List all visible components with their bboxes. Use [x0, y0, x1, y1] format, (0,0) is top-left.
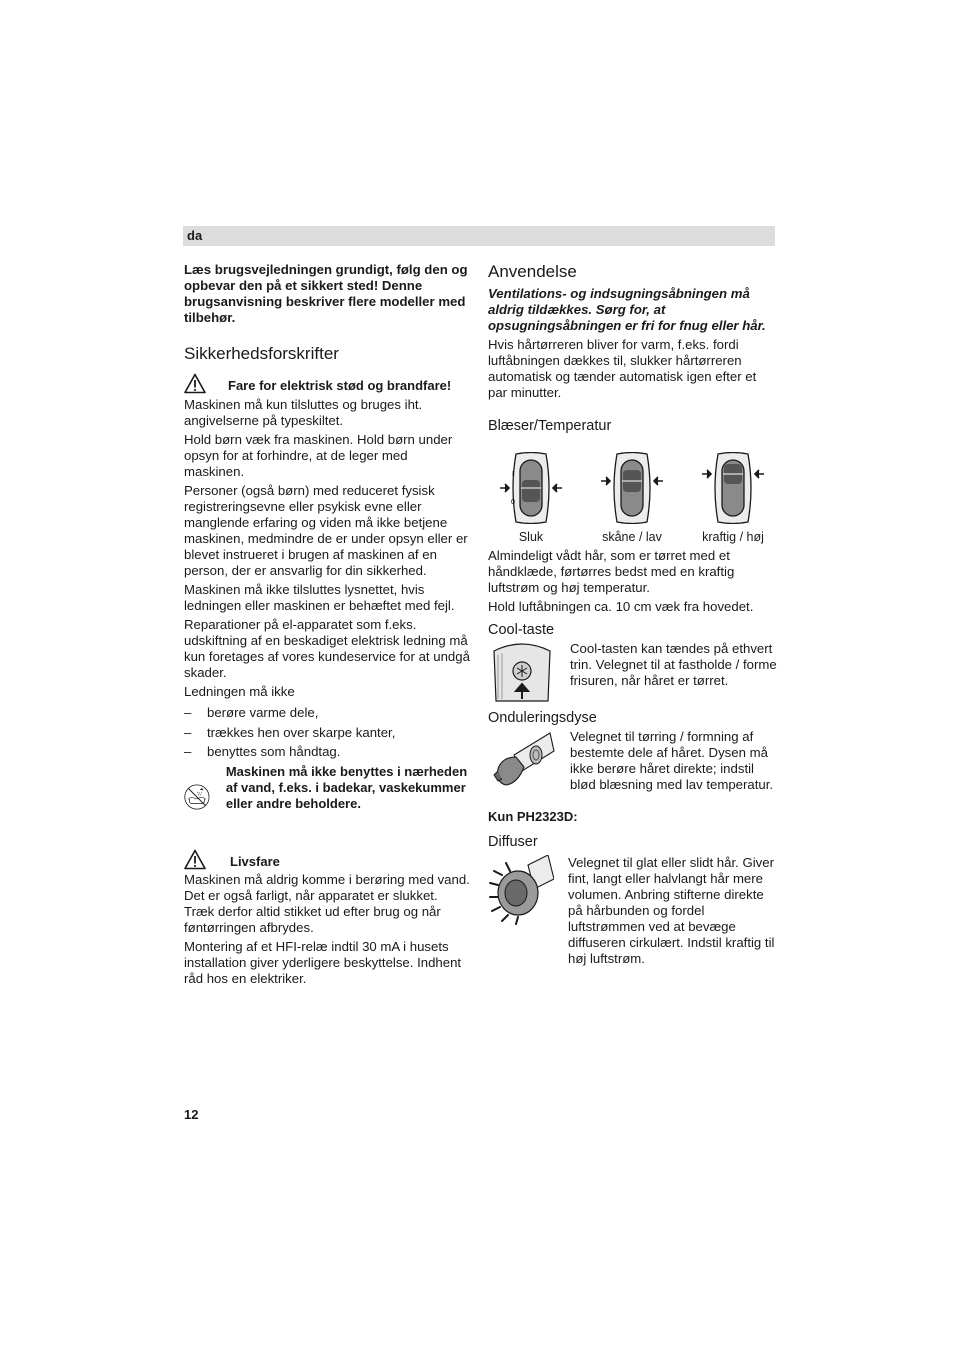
list-item: – berøre varme dele, — [184, 703, 470, 723]
safety-paragraph: Hold børn væk fra maskinen. Hold børn under opsyn for at forhindre, at de leger med maskinen. — [184, 432, 453, 479]
language-tag: da — [187, 228, 203, 243]
blower-paragraph: Hold luftåbningen ca. 10 cm væk fra hovedet. — [488, 599, 754, 614]
page-number: 12 — [184, 1107, 199, 1122]
cool-text: Cool-tasten kan tændes på ethvert trin. Velegnet til at fastholde / forme frisuren, når håret er tørret. — [570, 641, 777, 688]
safety-paragraph: Reparationer på el-apparatet som f.eks. udskiftning af en beskadiget elektrisk ledning må kun foretages af vores kundeservice for at undgå skader. — [184, 617, 470, 680]
switch-label: kraftig / høj — [702, 530, 764, 544]
safety-paragraph: Maskinen må aldrig komme i berøring med vand. Det er også farligt, når apparatet er slukket. Træk derfor altid stikket ud efter brug og når føntørringen afbrydes. — [184, 871, 470, 935]
switch-gentle — [593, 452, 671, 545]
water-warning-text: Maskinen må ikke benyttes i nærheden af vand, f.eks. i badekar, vaskekummer eller andre beholdere. — [225, 763, 468, 811]
use-warning: Ventilations- og indsugningsåbningen må aldrig tildækkes. Sørg for, at opsugningsåbningen er fri for fnug eller hår. — [488, 286, 766, 333]
warning-electric — [184, 372, 470, 394]
list-item: – trækkes hen over skarpe kanter, — [184, 723, 470, 743]
safety-paragraph: Maskinen må kun tilsluttes og bruges iht. angivelserne på typeskiltet. — [184, 397, 423, 428]
safety-paragraph: Personer (også børn) med reduceret fysisk registreringsevne eller psykisk evne eller manglende erfaring og viden må ikke betjene maskinen, medmindre de er under opsyn eller er blevet instrueret i brugen af maskinen af en person, der er ansvarlig for din sikkerhed. — [184, 483, 468, 578]
no-bathtub-icon — [184, 764, 210, 830]
warning-electric-title: Fare for elektrisk stød og brandfare! — [228, 378, 452, 393]
switch-strong-icon — [698, 452, 768, 524]
cord-list — [184, 703, 470, 762]
use-heading: Anvendelse — [488, 262, 577, 281]
right-column — [488, 262, 778, 967]
switch-off — [492, 452, 570, 545]
use-paragraph: Hvis hårtørreren bliver for varm, f.eks. fordi luftåbningen dækkes til, slukker hårtørreren automatisk og tænder automatisk igen efter et par minutter. — [488, 337, 757, 400]
nozzle-block — [488, 729, 778, 793]
safety-heading: Sikkerhedsforskrifter — [184, 344, 339, 363]
switch-illustrations — [488, 452, 778, 545]
switch-label: Sluk — [518, 530, 544, 544]
safety-paragraph: Maskinen må ikke tilsluttes lysnettet, hvis ledningen eller maskinen er behæftet med fejl. — [184, 582, 455, 613]
nozzle-heading: Onduleringsdyse — [488, 710, 597, 726]
cool-button-icon — [488, 641, 556, 703]
nozzle-icon — [488, 729, 556, 793]
left-column — [184, 262, 470, 987]
warning-life-title: Livsfare — [230, 853, 280, 869]
safety-paragraph: Ledningen må ikke — [184, 684, 295, 699]
blower-paragraph: Almindeligt vådt hår, som er tørret med et håndklæde, førtørres bedst med en kraftig luftstrøm og høj temperatur. — [488, 548, 735, 595]
diffuser-heading: Diffuser — [488, 834, 538, 850]
svg-text:0: 0 — [511, 499, 515, 506]
switch-off-icon — [496, 452, 566, 524]
diffuser-text: Velegnet til glat eller slidt hår. Giver fint, langt eller halvlangt hår mere volumen. Anbring stifterne direkte på hårbunden og fordel luftstrømmen ved at bevæge diffuseren cirkulært. Indstil kraftig til høj luftstrøm. — [568, 855, 775, 966]
warning-triangle-icon — [184, 849, 206, 870]
cool-heading: Cool-taste — [488, 622, 555, 638]
model-note: Kun PH2323D: — [488, 809, 578, 824]
switch-gentle-icon — [597, 452, 667, 524]
diffuser-icon — [488, 855, 554, 925]
cool-block — [488, 641, 778, 703]
nozzle-text: Velegnet til tørring / formning af bestemte dele af håret. Dysen må ikke berøre håret direkte; indstil blød blæsning med lav temperatur. — [570, 729, 774, 792]
svg-text:I: I — [512, 471, 514, 478]
switch-strong — [694, 452, 772, 545]
intro-text: Læs brugsvejledningen grundigt, følg den og opbevar den på et sikkert sted! Denne brugsanvisning beskriver flere modeller med tilbehør. — [184, 262, 468, 325]
list-item: – benyttes som håndtag. — [184, 742, 470, 762]
language-bar — [183, 226, 775, 246]
blower-heading: Blæser/Temperatur — [488, 418, 612, 434]
diffuser-block — [488, 855, 778, 967]
safety-paragraph: Montering af et HFI-relæ indtil 30 mA i husets installation giver yderligere beskyttelse. Indhent råd hos en elektriker. — [184, 938, 462, 986]
water-warning-block — [184, 764, 470, 830]
switch-label: skåne / lav — [602, 530, 662, 544]
warning-life — [184, 848, 470, 870]
warning-triangle-icon — [184, 373, 206, 394]
